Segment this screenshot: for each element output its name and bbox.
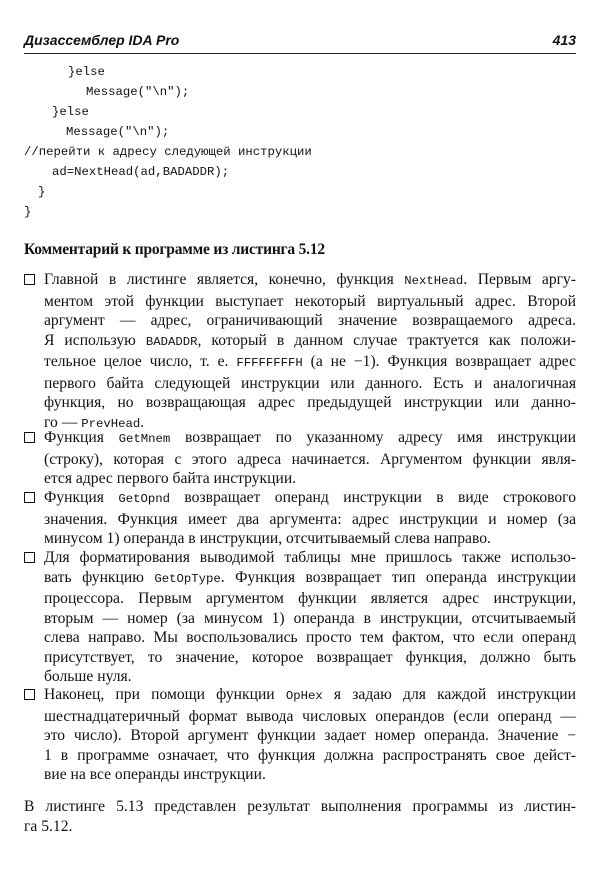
section-heading: Комментарий к программе из листинга 5.12	[24, 241, 325, 258]
code-term: GetOpnd	[118, 492, 170, 506]
checkbox-bullet-icon	[24, 274, 35, 285]
code-line: }else	[52, 105, 89, 119]
code-term: BADADDR	[145, 334, 198, 349]
bullet-text: Функция GetMnem возвращает по указанному адресу имя инструкции (строку), которая с этого адреса начинается. Аргументом функции явля- ется адрес первого байта инструкции.	[44, 429, 576, 487]
code-term: PrevHead	[81, 416, 141, 431]
header-rule	[24, 53, 576, 54]
checkbox-bullet-icon	[24, 492, 35, 503]
code-term: GetMnem	[118, 432, 171, 446]
code-line: Message("\n");	[86, 85, 190, 99]
code-line: }	[38, 185, 46, 199]
code-term: GetOpType	[154, 571, 221, 586]
code-comment: //перейти к адресу следующей инструкции	[24, 145, 312, 159]
bullet-text: Наконец, при помощи функции OpHex я задаю для каждой инструкции шестнадцатеричный формат вывода числовых операндов (если операнд — это число). Второй аргумент функции задает номер операнда. Значение − 1 в программе означает, что функция должна распространять свое дейст- вие на все операнды инструкции.	[44, 686, 576, 783]
code-line: ad=NextHead(ad,BADADDR);	[52, 165, 230, 179]
bullet-text: Главной в листинге является, конечно, функция NextHead. Первым аргу- ментом этой функции выступает некоторый виртуальный адрес. Второй аргумент — адрес, ограничивающий значение возвращаемого адреса. Я использую BADADDR, который в данном случае трактуется как положи- тельное целое число, т. е. FFFFFFFFH (а не −1). Функция возвращает адрес первого байта следующей инструкции или данного. Есть и аналогичная функция, но возвращающая адрес предыдущей инструкции или данно- го — PrevHead.	[44, 271, 576, 431]
code-line: }else	[68, 65, 105, 79]
code-term: OpHex	[285, 689, 323, 703]
page-number: 413	[552, 32, 576, 48]
closing-paragraph: В листинге 5.13 представлен результат выполнения программы из листин- га 5.12.	[24, 798, 576, 835]
code-line: Message("\n");	[66, 125, 170, 139]
running-header	[24, 30, 576, 52]
checkbox-bullet-icon	[24, 552, 35, 563]
bullet-text: Для форматирования выводимой таблицы мне пришлось также использо- вать функцию GetOpType. Функция возвращает тип операнда инструкции процессора. Первым аргументом функции является адрес инструкции, вторым — номер (за минусом 1) операнда в инструкции, отсчитываемый слева направо. Мы воспользовались просто тем фактом, что если операнд присутствует, то значение, которое возвращает функция, должно быть больше нуля.	[44, 549, 576, 685]
bullet-text: Функция GetOpnd возвращает операнд инструкции в виде строкового значения. Функция имеет два аргумента: адрес инструкции и номер (за минусом 1) операнда в инструкции, отсчитываемый слева направо.	[44, 489, 576, 547]
checkbox-bullet-icon	[24, 432, 35, 443]
running-header-title: Дизассемблер IDA Pro	[24, 32, 180, 48]
code-term: FFFFFFFFH	[236, 356, 303, 370]
checkbox-bullet-icon	[24, 689, 35, 700]
code-term: NextHead	[404, 274, 464, 288]
code-line: }	[24, 205, 32, 219]
